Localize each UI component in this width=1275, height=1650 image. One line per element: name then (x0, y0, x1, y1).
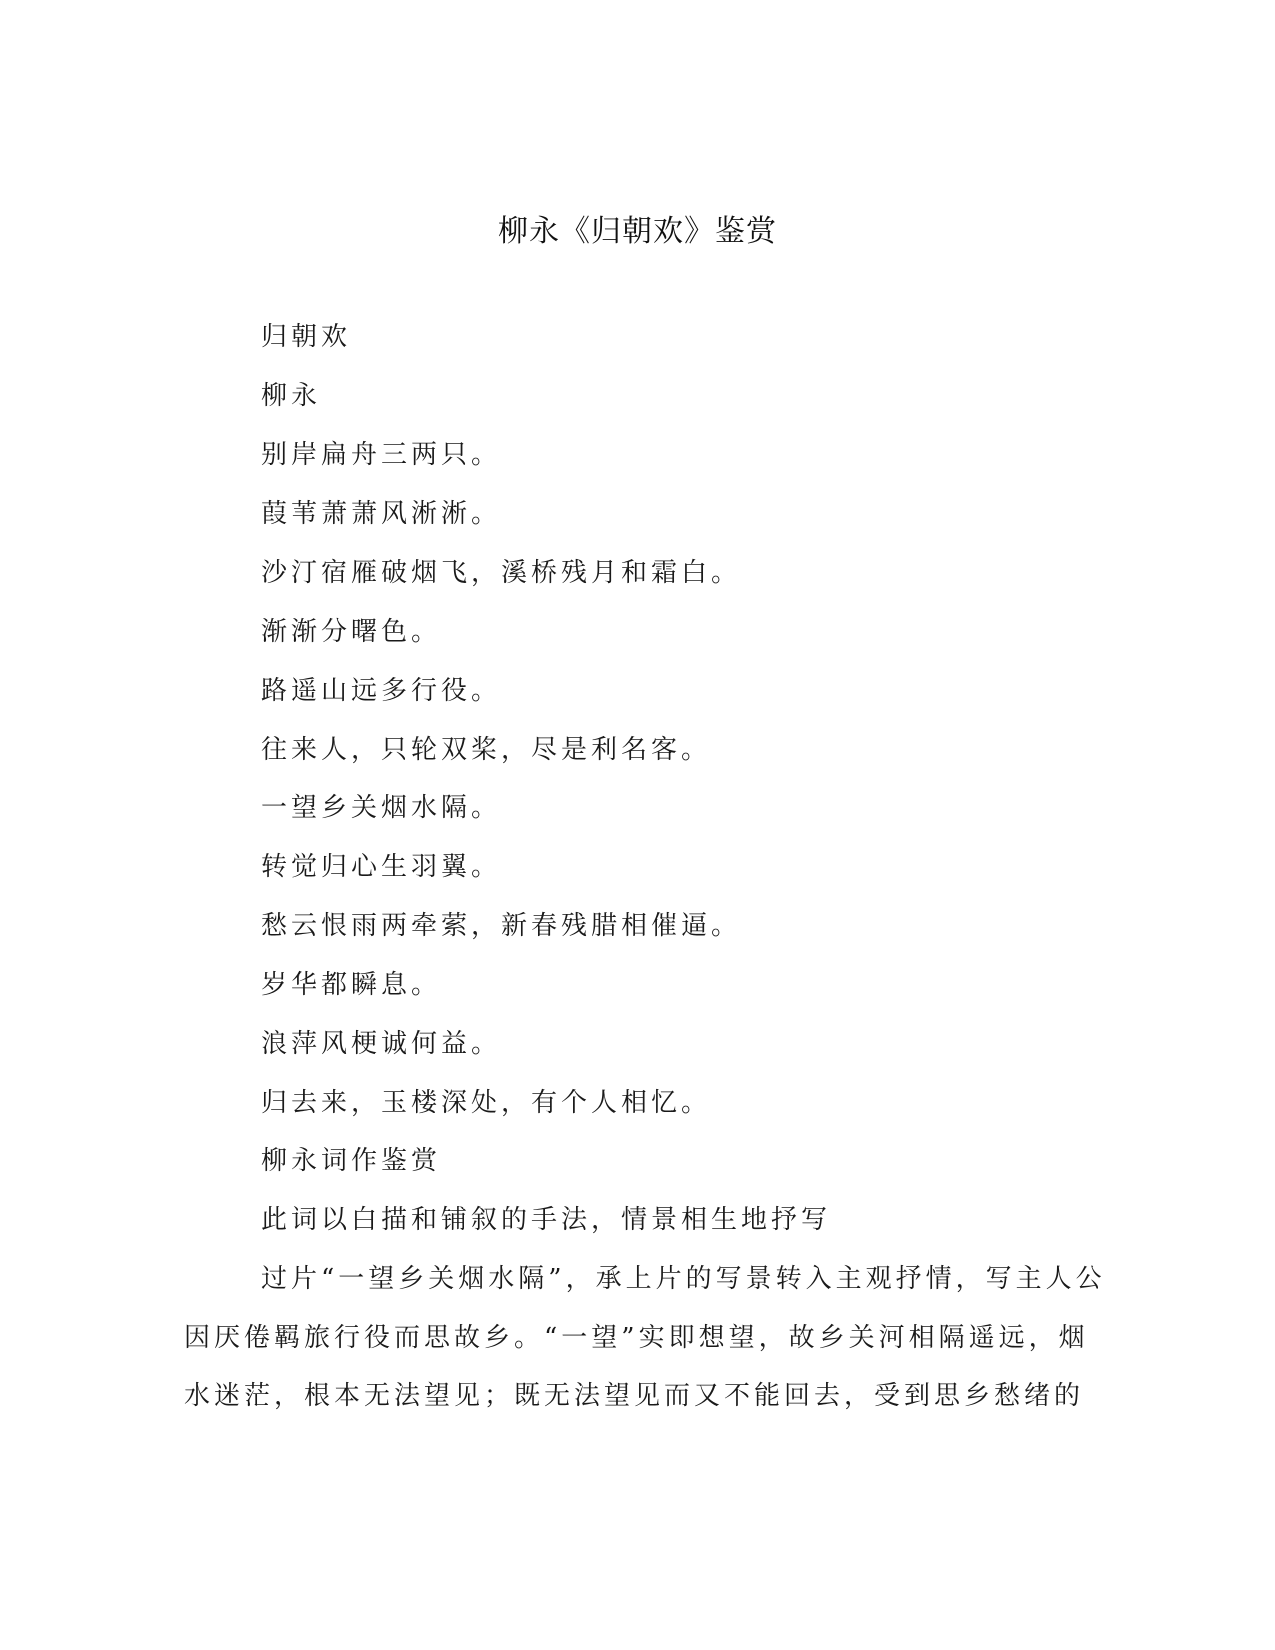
document-title: 柳永《归朝欢》鉴赏 (498, 214, 777, 249)
poem-line: 岁华都瞬息。 (261, 970, 442, 1000)
poem-title-line: 归朝欢 (261, 322, 352, 352)
paragraph-line: 水迷茫，根本无法望见；既无法望见而又不能回去，受到思乡愁绪的 (184, 1381, 1085, 1411)
poem-line: 沙汀宿雁破烟飞，溪桥残月和霜白。 (261, 558, 742, 588)
poem-line: 路遥山远多行役。 (261, 676, 502, 706)
section-heading: 柳永词作鉴赏 (261, 1146, 442, 1176)
poem-line: 转觉归心生羽翼。 (261, 852, 502, 882)
poem-line: 一望乡关烟水隔。 (261, 793, 502, 823)
poem-line: 往来人，只轮双桨，尽是利名客。 (261, 735, 712, 765)
paragraph-line: 过片“一望乡关烟水隔”，承上片的写景转入主观抒情，写主人公 (261, 1264, 1106, 1294)
poem-line: 归去来，玉楼深处，有个人相忆。 (261, 1088, 712, 1118)
poem-line: 浪萍风梗诚何益。 (261, 1029, 502, 1059)
poem-line: 渐渐分曙色。 (261, 617, 442, 647)
poem-line: 别岸扁舟三两只。 (261, 440, 502, 470)
poem-line: 葭苇萧萧风淅淅。 (261, 499, 502, 529)
intro-sentence: 此词以白描和铺叙的手法，情景相生地抒写 (261, 1205, 832, 1235)
paragraph-line: 因厌倦羁旅行役而思故乡。“一望”实即想望，故乡关河相隔遥远，烟 (184, 1323, 1089, 1353)
poem-line: 愁云恨雨两牵萦，新春残腊相催逼。 (261, 911, 742, 941)
poem-author-line: 柳永 (261, 381, 322, 411)
